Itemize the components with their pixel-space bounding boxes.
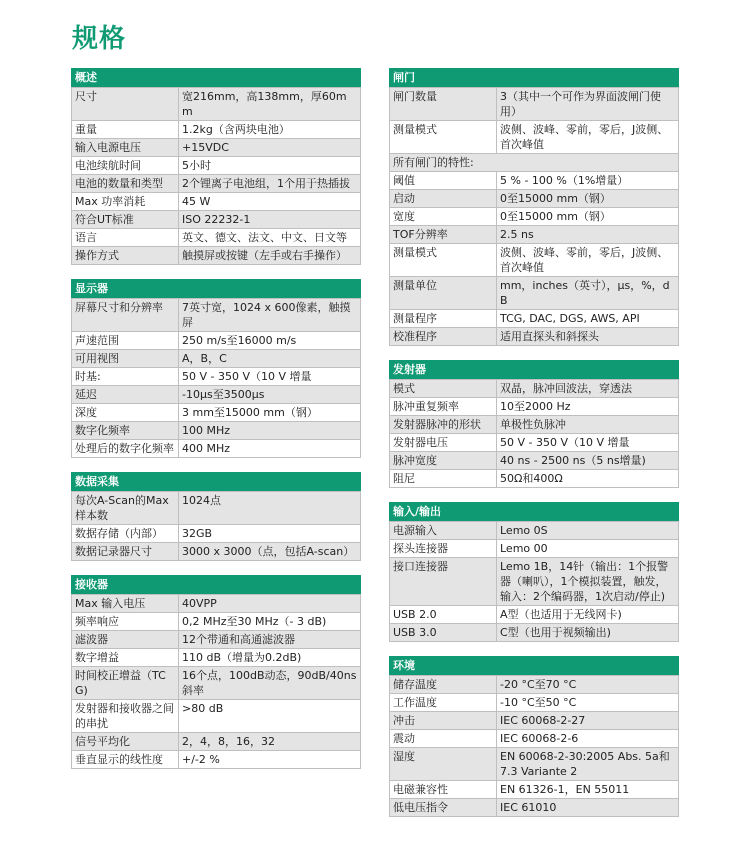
spec-value: 3000 x 3000（点，包括A-scan）	[179, 543, 361, 561]
spec-key: 电源输入	[390, 522, 497, 540]
spec-table	[389, 521, 679, 642]
spec-value: IEC 61010	[497, 799, 679, 817]
spec-key: 深度	[72, 404, 179, 422]
spec-value: 1024点	[179, 492, 361, 525]
table-row	[72, 667, 361, 700]
spec-key: 冲击	[390, 712, 497, 730]
spec-value: EN 61326-1，EN 55011	[497, 781, 679, 799]
spec-key: 每次A-Scan的Max样本数	[72, 492, 179, 525]
spec-key: 脉冲重复频率	[390, 398, 497, 416]
table-row	[390, 380, 679, 398]
table-row	[72, 193, 361, 211]
table-row	[390, 799, 679, 817]
right-column	[389, 68, 679, 831]
spec-value: 7英寸宽，1024 x 600像素，触摸屏	[179, 299, 361, 332]
spec-value: 2个锂离子电池组，1个用于热插拔	[179, 175, 361, 193]
table-row	[72, 88, 361, 121]
spec-value: +/-2 %	[179, 751, 361, 769]
spec-key: 测量模式	[390, 244, 497, 277]
table-row	[72, 733, 361, 751]
section-header: 数据采集	[71, 472, 361, 491]
table-row	[390, 712, 679, 730]
spec-key: 信号平均化	[72, 733, 179, 751]
spec-section	[71, 575, 361, 769]
spec-key: 符合UT标准	[72, 211, 179, 229]
table-row	[390, 328, 679, 346]
spec-value: 110 dB（增量为0.2dB)	[179, 649, 361, 667]
spec-key: 尺寸	[72, 88, 179, 121]
spec-key: 测量单位	[390, 277, 497, 310]
table-row	[390, 540, 679, 558]
spec-key: Max 输入电压	[72, 595, 179, 613]
table-row	[72, 613, 361, 631]
table-row	[72, 247, 361, 265]
table-row	[390, 452, 679, 470]
table-row	[390, 154, 679, 172]
spec-key: 可用视图	[72, 350, 179, 368]
spec-value: >80 dB	[179, 700, 361, 733]
spec-value: ISO 22232-1	[179, 211, 361, 229]
table-row	[72, 631, 361, 649]
spec-key: 发射器电压	[390, 434, 497, 452]
spec-key: 测量程序	[390, 310, 497, 328]
spec-value: 2，4，8，16，32	[179, 733, 361, 751]
spec-value: +15VDC	[179, 139, 361, 157]
table-row	[390, 781, 679, 799]
section-header: 发射器	[389, 360, 679, 379]
spec-value: 单极性负脉冲	[497, 416, 679, 434]
spec-table	[71, 87, 361, 265]
table-row	[72, 525, 361, 543]
spec-value: 3（其中一个可作为界面波闸门使用）	[497, 88, 679, 121]
spec-key: 工作温度	[390, 694, 497, 712]
spec-value: A，B，C	[179, 350, 361, 368]
table-row	[390, 398, 679, 416]
spec-value: -20 °C至70 °C	[497, 676, 679, 694]
section-header: 闸门	[389, 68, 679, 87]
spec-key: 处理后的数字化频率	[72, 440, 179, 458]
spec-key: TOF分辨率	[390, 226, 497, 244]
table-row	[390, 310, 679, 328]
spec-key: 所有闸门的特性:	[390, 154, 679, 172]
table-row	[390, 470, 679, 488]
table-row	[390, 748, 679, 781]
table-row	[390, 172, 679, 190]
spec-table	[389, 379, 679, 488]
spec-section	[389, 502, 679, 642]
spec-value: 5小时	[179, 157, 361, 175]
spec-table	[389, 87, 679, 346]
page-title: 规格	[72, 24, 127, 54]
spec-key: 垂直显示的线性度	[72, 751, 179, 769]
spec-value: 50Ω和400Ω	[497, 470, 679, 488]
table-row	[72, 649, 361, 667]
spec-key: 屏幕尺寸和分辨率	[72, 299, 179, 332]
spec-key: 数据存储（内部）	[72, 525, 179, 543]
spec-table	[71, 594, 361, 769]
spec-value: 双晶，脉冲回波法，穿透法	[497, 380, 679, 398]
spec-section	[71, 472, 361, 561]
table-row	[390, 434, 679, 452]
spec-value: 50 V - 350 V（10 V 增量	[179, 368, 361, 386]
spec-value: 5 % - 100 %（1%增量）	[497, 172, 679, 190]
spec-value: 100 MHz	[179, 422, 361, 440]
table-row	[72, 175, 361, 193]
spec-value: 0,2 MHz至30 MHz（- 3 dB)	[179, 613, 361, 631]
table-row	[72, 700, 361, 733]
table-row	[72, 404, 361, 422]
table-row	[390, 88, 679, 121]
spec-value: Lemo 1B，14针（输出：1个报警器（喇叭），1个模拟装置，触发，输入：2个编码器，1次启动/停止)	[497, 558, 679, 606]
spec-key: 测量模式	[390, 121, 497, 154]
spec-value: Lemo 0S	[497, 522, 679, 540]
spec-value: -10 °C至50 °C	[497, 694, 679, 712]
section-header: 环境	[389, 656, 679, 675]
spec-value: 适用直探头和斜探头	[497, 328, 679, 346]
spec-value: C型（也用于视频输出)	[497, 624, 679, 642]
spec-table	[71, 491, 361, 561]
spec-key: USB 2.0	[390, 606, 497, 624]
section-header: 接收器	[71, 575, 361, 594]
spec-value: -10μs至3500μs	[179, 386, 361, 404]
spec-value: 波侧、波峰、零前，零后，J波侧、首次峰值	[497, 121, 679, 154]
spec-key: 语言	[72, 229, 179, 247]
table-row	[390, 244, 679, 277]
spec-key: 数字增益	[72, 649, 179, 667]
spec-key: 接口连接器	[390, 558, 497, 606]
spec-section	[71, 279, 361, 458]
spec-key: 湿度	[390, 748, 497, 781]
spec-value: A型（也适用于无线网卡)	[497, 606, 679, 624]
table-row	[390, 277, 679, 310]
table-row	[72, 350, 361, 368]
spec-key: 校准程序	[390, 328, 497, 346]
table-row	[72, 299, 361, 332]
table-row	[72, 751, 361, 769]
spec-value: mm，inches（英寸），μs，%，dB	[497, 277, 679, 310]
spec-key: 电池续航时间	[72, 157, 179, 175]
spec-value: 10至2000 Hz	[497, 398, 679, 416]
spec-value: 40 ns - 2500 ns（5 ns增量)	[497, 452, 679, 470]
spec-key: 宽度	[390, 208, 497, 226]
table-row	[72, 332, 361, 350]
table-row	[72, 368, 361, 386]
spec-value: 40VPP	[179, 595, 361, 613]
table-row	[72, 229, 361, 247]
spec-key: 储存温度	[390, 676, 497, 694]
spec-key: USB 3.0	[390, 624, 497, 642]
table-row	[72, 492, 361, 525]
spec-key: 输入电源电压	[72, 139, 179, 157]
spec-key: 滤波器	[72, 631, 179, 649]
table-row	[390, 730, 679, 748]
spec-key: 低电压指令	[390, 799, 497, 817]
spec-key: 脉冲宽度	[390, 452, 497, 470]
table-row	[390, 676, 679, 694]
spec-key: 声速范围	[72, 332, 179, 350]
spec-value: 400 MHz	[179, 440, 361, 458]
spec-value: 16个点，100dB动态，90dB/40ns斜率	[179, 667, 361, 700]
table-row	[72, 595, 361, 613]
spec-value: 45 W	[179, 193, 361, 211]
table-row	[390, 416, 679, 434]
table-row	[390, 624, 679, 642]
table-row	[390, 606, 679, 624]
spec-section	[389, 656, 679, 817]
table-row	[390, 208, 679, 226]
spec-key: 启动	[390, 190, 497, 208]
spec-key: 阈值	[390, 172, 497, 190]
spec-key: 阻尼	[390, 470, 497, 488]
spec-key: 频率响应	[72, 613, 179, 631]
spec-section	[71, 68, 361, 265]
spec-key: 模式	[390, 380, 497, 398]
spec-key: 发射器脉冲的形状	[390, 416, 497, 434]
spec-key: 震动	[390, 730, 497, 748]
spec-value: 1.2kg（含两块电池）	[179, 121, 361, 139]
spec-key: 时基:	[72, 368, 179, 386]
table-row	[72, 211, 361, 229]
spec-value: 2.5 ns	[497, 226, 679, 244]
spec-key: 时间校正增益（TCG)	[72, 667, 179, 700]
spec-value: 宽216mm，高138mm，厚60mm	[179, 88, 361, 121]
table-row	[390, 226, 679, 244]
spec-key: 发射器和接收器之间的串扰	[72, 700, 179, 733]
spec-key: 数字化频率	[72, 422, 179, 440]
spec-value: 250 m/s至16000 m/s	[179, 332, 361, 350]
section-header: 输入/输出	[389, 502, 679, 521]
spec-value: TCG, DAC, DGS, AWS, API	[497, 310, 679, 328]
spec-table	[389, 675, 679, 817]
table-row	[72, 440, 361, 458]
table-row	[390, 558, 679, 606]
spec-table	[71, 298, 361, 458]
spec-key: 操作方式	[72, 247, 179, 265]
spec-value: 0至15000 mm（钢）	[497, 190, 679, 208]
spec-key: 延迟	[72, 386, 179, 404]
spec-value: 英文、德文、法文、中文、日文等	[179, 229, 361, 247]
spec-value: Lemo 00	[497, 540, 679, 558]
spec-key: 数据记录器尺寸	[72, 543, 179, 561]
spec-value: IEC 60068-2-27	[497, 712, 679, 730]
spec-section	[389, 68, 679, 346]
table-row	[72, 386, 361, 404]
section-header: 概述	[71, 68, 361, 87]
table-row	[72, 157, 361, 175]
spec-key: 重量	[72, 121, 179, 139]
table-row	[72, 121, 361, 139]
spec-key: 电磁兼容性	[390, 781, 497, 799]
table-row	[72, 422, 361, 440]
spec-key: Max 功率消耗	[72, 193, 179, 211]
spec-value: 50 V - 350 V（10 V 增量	[497, 434, 679, 452]
spec-key: 电池的数量和类型	[72, 175, 179, 193]
table-row	[390, 522, 679, 540]
table-row	[72, 543, 361, 561]
table-row	[390, 694, 679, 712]
spec-key: 探头连接器	[390, 540, 497, 558]
spec-value: 12个带通和高通滤波器	[179, 631, 361, 649]
spec-section	[389, 360, 679, 488]
section-header: 显示器	[71, 279, 361, 298]
spec-value: 0至15000 mm（钢）	[497, 208, 679, 226]
spec-value: 32GB	[179, 525, 361, 543]
spec-value: IEC 60068-2-6	[497, 730, 679, 748]
spec-value: EN 60068-2-30:2005 Abs. 5a和7.3 Variante 2	[497, 748, 679, 781]
table-row	[390, 121, 679, 154]
spec-key: 闸门数量	[390, 88, 497, 121]
table-row	[72, 139, 361, 157]
spec-value: 3 mm至15000 mm（钢）	[179, 404, 361, 422]
table-row	[390, 190, 679, 208]
left-column	[71, 68, 361, 783]
spec-value: 波侧、波峰、零前，零后，J波侧、首次峰值	[497, 244, 679, 277]
spec-value: 触摸屏或按键（左手或右手操作）	[179, 247, 361, 265]
